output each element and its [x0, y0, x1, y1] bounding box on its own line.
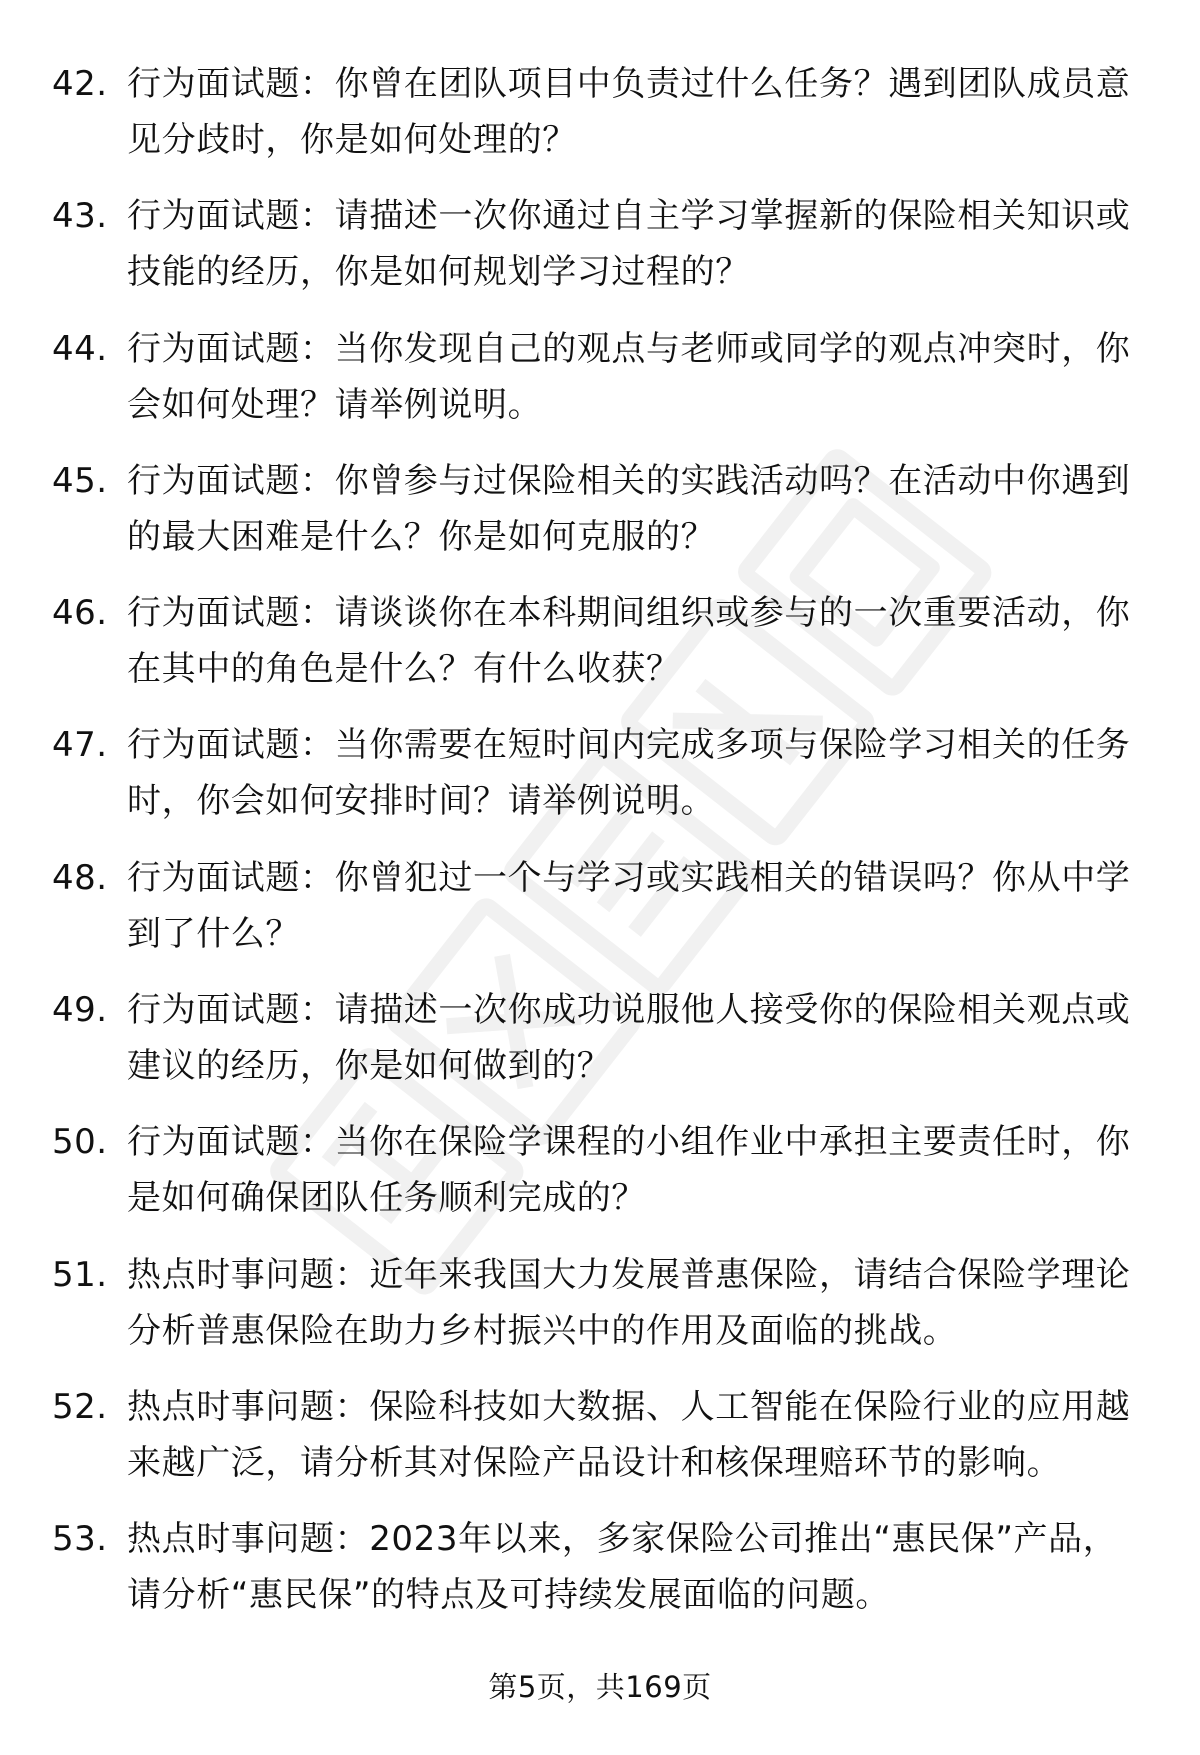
question-item	[0, 1114, 1200, 1246]
question-text: 行为面试题：当你在保险学课程的小组作业中承担主要责任时，你是如何确保团队任务顺利完成的？	[127, 1122, 1131, 1219]
question-text: 热点时事问题：2023年以来，多家保险公司推出“惠民保”产品，请分析“惠民保”的特点及可持续发展面临的问题。	[127, 1519, 1118, 1616]
question-text: 热点时事问题：保险科技如大数据、人工智能在保险行业的应用越来越广泛，请分析其对保险产品设计和核保理赔环节的影响。	[127, 1386, 1131, 1483]
question-item	[0, 585, 1200, 717]
question-number: 48.	[52, 857, 108, 898]
question-item	[0, 453, 1200, 585]
question-item	[0, 321, 1200, 453]
question-list	[0, 56, 1200, 1644]
question-text: 行为面试题：你曾在团队项目中负责过什么任务？遇到团队成员意见分歧时，你是如何处理的？	[127, 64, 1131, 160]
question-item	[0, 56, 1200, 188]
question-number: 50.	[52, 1122, 108, 1163]
question-number: 49.	[52, 990, 108, 1031]
question-text: 行为面试题：你曾参与过保险相关的实践活动吗？在活动中你遇到的最大困难是什么？你是如何克服的？	[127, 460, 1131, 557]
question-text: 热点时事问题：近年来我国大力发展普惠保险，请结合保险学理论分析普惠保险在助力乡村振兴中的作用及面临的挑战。	[127, 1254, 1131, 1351]
question-item	[0, 717, 1200, 849]
question-item	[0, 982, 1200, 1114]
question-number: 45.	[52, 460, 108, 501]
question-number: 43.	[52, 196, 108, 237]
question-text: 行为面试题：当你发现自己的观点与老师或同学的观点冲突时，你会如何处理？请举例说明。	[127, 328, 1131, 425]
question-item	[0, 850, 1200, 982]
question-number: 44.	[52, 328, 108, 369]
question-item	[0, 1247, 1200, 1379]
question-text: 行为面试题：你曾犯过一个与学习或实践相关的错误吗？你从中学到了什么？	[127, 857, 1131, 954]
question-number: 52.	[52, 1386, 108, 1427]
question-number: 53.	[52, 1519, 108, 1560]
question-text: 行为面试题：当你需要在短时间内完成多项与保险学习相关的任务时，你会如何安排时间？请举例说明。	[127, 725, 1131, 822]
question-item	[0, 188, 1200, 320]
question-item	[0, 1511, 1200, 1643]
question-number: 47.	[52, 725, 108, 766]
question-number: 51.	[52, 1254, 108, 1295]
question-number: 46.	[52, 593, 108, 634]
question-text: 行为面试题：请谈谈你在本科期间组织或参与的一次重要活动，你在其中的角色是什么？有什么收获？	[127, 593, 1131, 690]
page-number-footer: 第5页，共169页	[488, 1670, 712, 1704]
question-text: 行为面试题：请描述一次你通过自主学习掌握新的保险相关知识或技能的经历，你是如何规划学习过程的？	[127, 196, 1131, 293]
question-item	[0, 1379, 1200, 1511]
question-number: 42.	[52, 64, 108, 104]
question-text: 行为面试题：请描述一次你成功说服他人接受你的保险相关观点或建议的经历，你是如何做到的？	[127, 990, 1131, 1087]
